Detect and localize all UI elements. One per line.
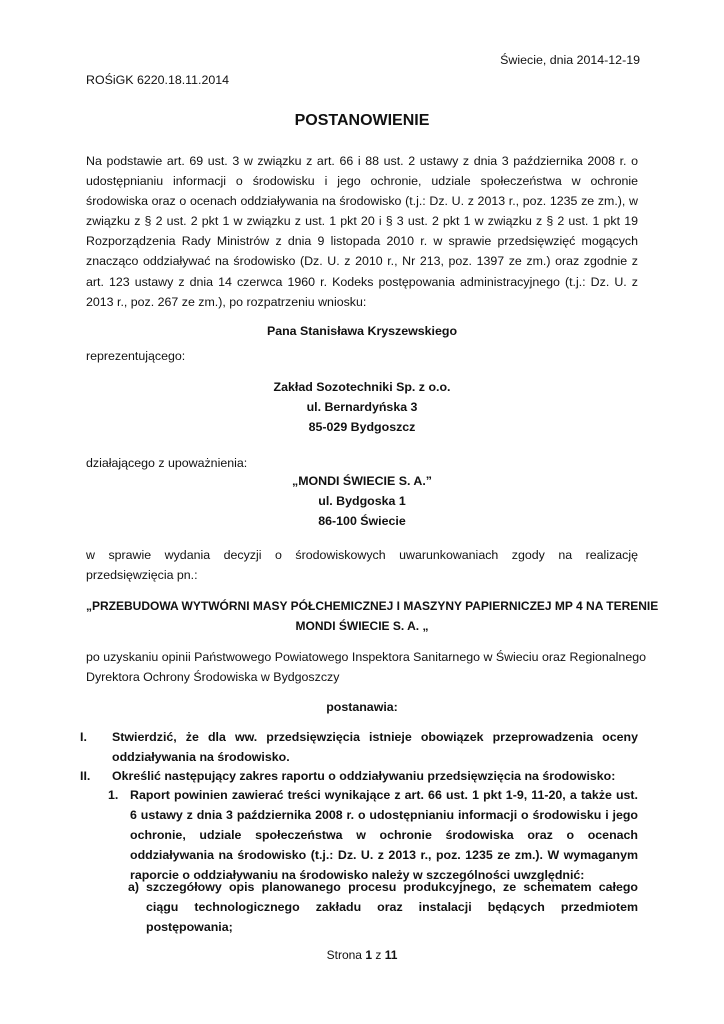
principal-street: ul. Bydgoska 1 <box>318 494 406 508</box>
reference-number: ROŚiGK 6220.18.11.2014 <box>86 73 230 87</box>
page-footer <box>86 945 638 965</box>
project-name <box>86 596 659 636</box>
point-2-text: Określić następujący zakres raportu o oddziaływaniu przedsięwzięcia na środowisko: <box>112 769 616 783</box>
matter-text: w sprawie wydania decyzji o środowiskowych uwarunkowaniach zgody na realizację przedsięwzięcia pn.: <box>86 548 638 583</box>
place-date: Świecie, dnia 2014-12-19 <box>500 53 640 67</box>
company-street: ul. Bernardyńska 3 <box>306 400 418 414</box>
footer-page-number: 1 <box>365 948 372 962</box>
principal-address <box>86 471 638 531</box>
footer-total-pages: 11 <box>384 948 398 962</box>
project-line-2: MONDI ŚWIECIE S. A. „ <box>295 619 429 633</box>
intro-paragraph: Na podstawie art. 69 ust. 3 w związku z art. 66 i 88 ust. 2 ustawy z dnia 3 października 2008 r. o udostępnianiu informacji o środowisku i jego ochronie, udziale społeczeństwa w ochronie środowiska oraz o ocenach oddziaływania na środowisko (t.j.: Dz. U. z 2013 r., poz. 1235 ze zm.), w związku z § 2 ust. 2 pkt 1 w związku z ust. 1 pkt 20 i § 3 ust. 2 pkt 1 w związku z § 2 ust. 1 pkt 19 Rozporządzenia Rady Ministrów z dnia 9 listopada 2010 r. w sprawie przedsięwzięć mogących znacząco oddziaływać na środowisko (Dz. U. z 2010 r., Nr 213, poz. 1397 ze zm.) oraz zgodnie z art. 123 ustawy z dnia 14 czerwca 1960 r. Kodeks postępowania administracyjnego (t.j.: Dz. U. z 2013 r., poz. 267 ze zm.), po rozpatrzeniu wniosku: <box>86 154 638 309</box>
opinion-text: po uzyskaniu opinii Państwowego Powiatowego Inspektora Sanitarnego w Świeciu oraz Regionalnego Dyrektora Ochrony Środowiska w Bydgoszczy <box>86 650 646 685</box>
point-2-number: II. <box>80 769 91 783</box>
representing-label: reprezentującego: <box>86 349 186 363</box>
subpoint-1-number: 1. <box>108 788 119 802</box>
company-address <box>86 377 638 437</box>
item-a-marker: a) <box>128 880 140 894</box>
authorized-label: działającego z upoważnienia: <box>86 456 248 470</box>
company-name: Zakład Sozotechniki Sp. z o.o. <box>273 380 451 394</box>
decides-label: postanawia: <box>326 700 398 714</box>
project-line-1: „PRZEBUDOWA WYTWÓRNI MASY PÓŁCHEMICZNEJ I MASZYNY PAPIERNICZEJ MP 4 NA TERENIE <box>86 599 659 613</box>
footer-separator: z <box>375 948 382 962</box>
principal-city: 86-100 Świecie <box>318 514 406 528</box>
document-title: POSTANOWIENIE <box>294 112 430 129</box>
point-1-text: Stwierdzić, że dla ww. przedsięwzięcia istnieje obowiązek przeprowadzenia oceny oddziaływania na środowisko. <box>112 730 638 765</box>
subpoint-1-text: Raport powinien zawierać treści wynikające z art. 66 ust. 1 pkt 1-9, 11-20, a także ust. 6 ustawy z dnia 3 października 2008 r. o udostępnianiu informacji o środowisku i jego ochronie, udziale społeczeństwa w ochronie środowiska oraz o ocenach oddziaływania na środowisko (t.j.: Dz. U. z 2013 r., poz. 1235 ze zm.). W wymaganym raporcie o oddziaływaniu na środowisko należy w szczególności uwzględnić: <box>130 788 638 883</box>
point-1-number: I. <box>80 730 87 744</box>
footer-prefix: Strona <box>326 948 362 962</box>
item-a-text: szczegółowy opis planowanego procesu produkcyjnego, ze schematem całego ciągu technologicznego zakładu oraz instalacji będących przedmiotem postępowania; <box>146 880 638 935</box>
company-city: 85-029 Bydgoszcz <box>308 420 416 434</box>
applicant-name: Pana Stanisława Kryszewskiego <box>266 324 458 338</box>
principal-name: „MONDI ŚWIECIE S. A.” <box>292 474 432 488</box>
